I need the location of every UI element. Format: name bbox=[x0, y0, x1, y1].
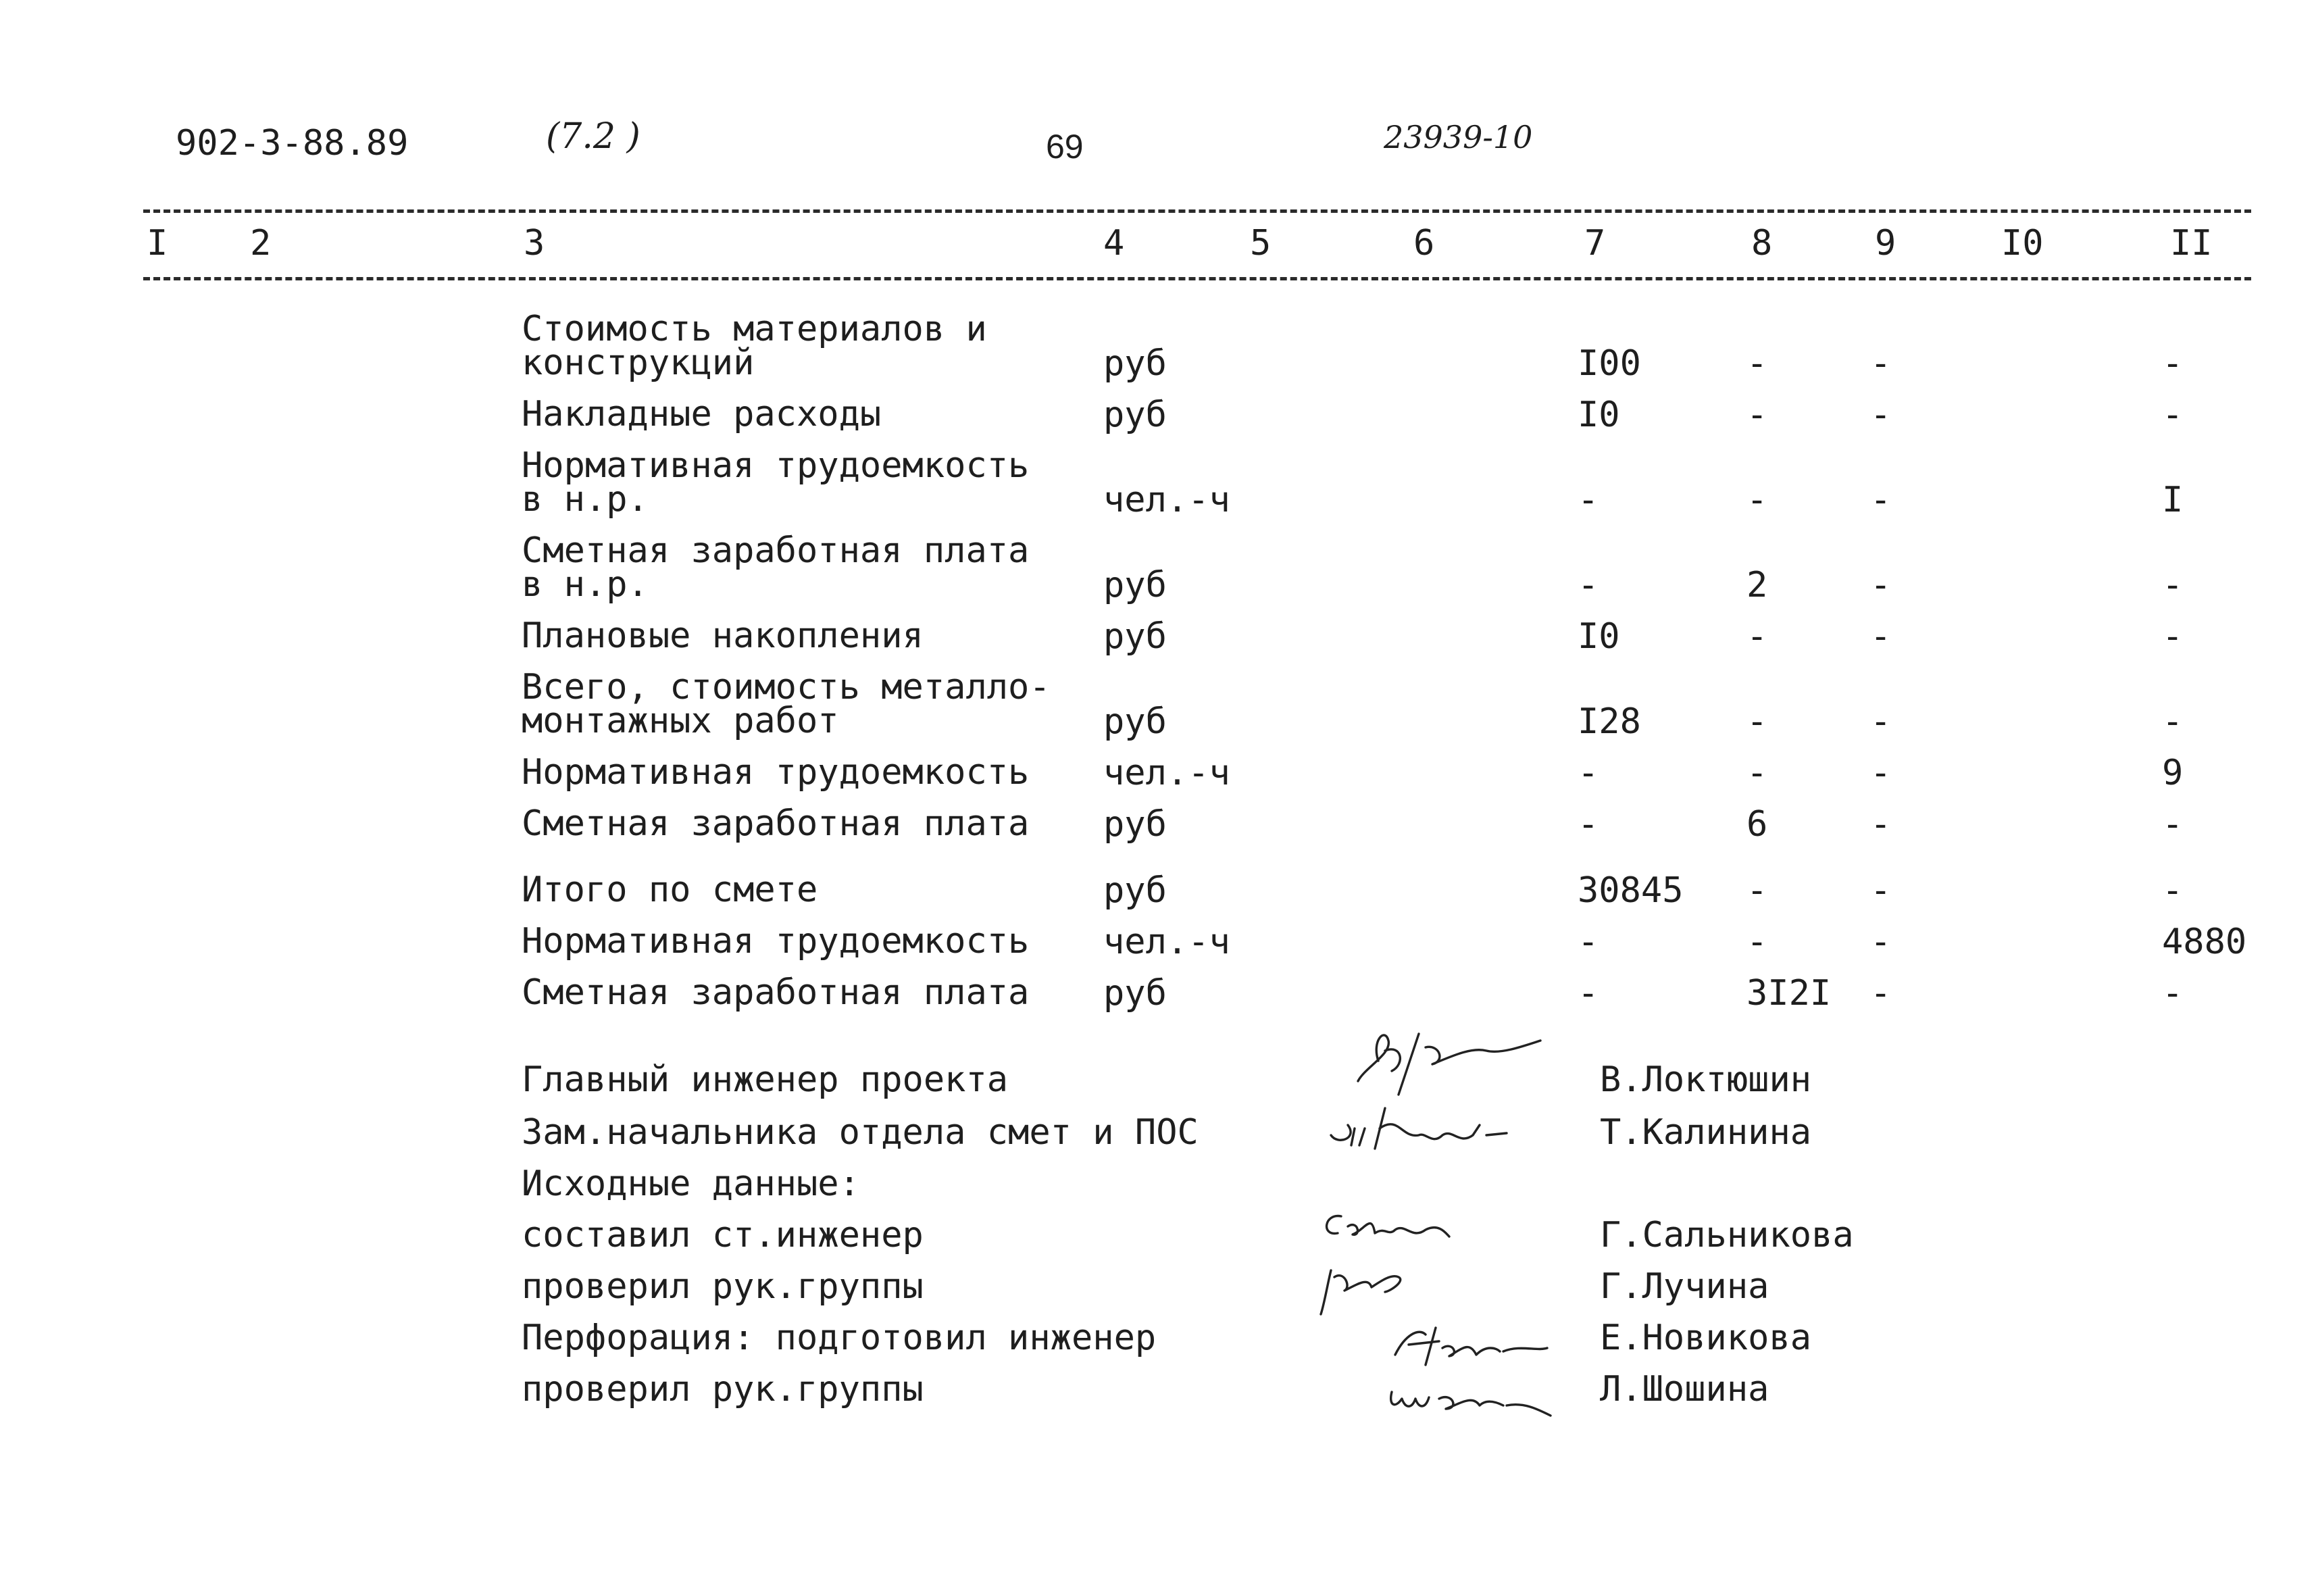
column-header: 9 bbox=[1875, 223, 1896, 264]
column-header: 3 bbox=[524, 223, 545, 264]
row-description: Нормативная трудоемкость в н.р. bbox=[522, 445, 1030, 520]
column-header: 7 bbox=[1584, 223, 1606, 264]
row-value-col8: 3I2I bbox=[1746, 973, 1832, 1014]
row-description: Всего, стоимость металло- монтажных работ bbox=[522, 667, 1051, 741]
row-value-col9: - bbox=[1870, 922, 1892, 962]
row-unit: чел.-ч bbox=[1103, 480, 1230, 520]
row-unit: руб bbox=[1103, 804, 1167, 845]
row-value-col8: - bbox=[1746, 922, 1768, 962]
signature-role: проверил рук.группы bbox=[522, 1369, 924, 1410]
row-value-col9: - bbox=[1870, 753, 1892, 793]
row-value-col11: - bbox=[2162, 804, 2184, 845]
row-value-col9: - bbox=[1870, 804, 1892, 845]
row-value-col7: - bbox=[1578, 565, 1599, 605]
row-description: Сметная заработная плата bbox=[522, 803, 1030, 844]
row-value-col8: - bbox=[1746, 616, 1768, 657]
row-unit: руб bbox=[1103, 616, 1167, 657]
row-description: Итого по смете bbox=[522, 870, 818, 910]
row-unit: руб bbox=[1103, 870, 1167, 911]
handwritten-signature bbox=[1317, 1098, 1534, 1165]
row-value-col11: - bbox=[2162, 870, 2184, 911]
row-value-col11: - bbox=[2162, 701, 2184, 742]
row-value-col9: - bbox=[1870, 870, 1892, 911]
row-value-col8: - bbox=[1746, 870, 1768, 911]
column-header: 4 bbox=[1103, 223, 1125, 264]
row-value-col9: - bbox=[1870, 701, 1892, 742]
row-value-col11: 9 bbox=[2162, 753, 2184, 793]
row-value-col7: I00 bbox=[1578, 343, 1641, 384]
row-unit: руб bbox=[1103, 565, 1167, 605]
signature-name: Л.Шошина bbox=[1600, 1369, 1769, 1410]
row-unit: руб bbox=[1103, 973, 1167, 1014]
row-value-col7: I0 bbox=[1578, 395, 1620, 435]
column-header: I bbox=[147, 223, 168, 264]
row-value-col7: - bbox=[1578, 480, 1599, 520]
column-header: II bbox=[2170, 223, 2213, 264]
row-value-col9: - bbox=[1870, 565, 1892, 605]
row-value-col11: - bbox=[2162, 565, 2184, 605]
row-value-col8: 6 bbox=[1746, 804, 1768, 845]
handwritten-signature bbox=[1378, 1365, 1561, 1432]
row-value-col9: - bbox=[1870, 480, 1892, 520]
row-value-col11: - bbox=[2162, 343, 2184, 384]
row-value-col9: - bbox=[1870, 343, 1892, 384]
row-value-col7: - bbox=[1578, 922, 1599, 962]
row-value-col9: - bbox=[1870, 616, 1892, 657]
document-code: 902-3-88.89 bbox=[176, 123, 409, 164]
row-description: Сметная заработная плата bbox=[522, 972, 1030, 1013]
signature-name: В.Локтюшин bbox=[1600, 1059, 1812, 1100]
column-header: I0 bbox=[2001, 223, 2044, 264]
signature-name: Т.Калинина bbox=[1600, 1112, 1812, 1153]
row-description: Нормативная трудоемкость bbox=[522, 752, 1030, 793]
document-number: 23939-10 bbox=[1384, 119, 1533, 155]
column-header: 6 bbox=[1413, 223, 1435, 264]
row-value-col8: 2 bbox=[1746, 565, 1768, 605]
signature-section-label: Исходные данные: bbox=[522, 1164, 860, 1204]
signature-role: Перфорация: подготовил инженер bbox=[522, 1318, 1157, 1358]
row-unit: руб bbox=[1103, 701, 1167, 742]
table-top-rule bbox=[143, 209, 2251, 213]
row-value-col7: - bbox=[1578, 753, 1599, 793]
column-header: 2 bbox=[250, 223, 272, 264]
signature-role: Зам.начальника отдела смет и ПОС bbox=[522, 1112, 1199, 1153]
row-unit: чел.-ч bbox=[1103, 922, 1230, 962]
row-value-col8: - bbox=[1746, 701, 1768, 742]
row-value-col8: - bbox=[1746, 343, 1768, 384]
signature-name: Г.Лучина bbox=[1600, 1266, 1769, 1307]
row-value-col11: I bbox=[2162, 480, 2184, 520]
signature-name: Г.Сальникова bbox=[1600, 1215, 1854, 1255]
row-description: Нормативная трудоемкость bbox=[522, 921, 1030, 962]
row-value-col7: - bbox=[1578, 973, 1599, 1014]
row-unit: руб bbox=[1103, 395, 1167, 435]
row-description: Стоимость материалов и конструкций bbox=[522, 309, 987, 383]
row-value-col8: - bbox=[1746, 753, 1768, 793]
row-value-col8: - bbox=[1746, 395, 1768, 435]
row-value-col7: 30845 bbox=[1578, 870, 1684, 911]
row-value-col7: I28 bbox=[1578, 701, 1641, 742]
signature-role: Главный инженер проекта bbox=[522, 1059, 1009, 1100]
row-value-col8: - bbox=[1746, 480, 1768, 520]
section-number: (7.2 ) bbox=[546, 116, 640, 157]
row-unit: чел.-ч bbox=[1103, 753, 1230, 793]
row-description: Накладные расходы bbox=[522, 394, 882, 434]
signature-name: Е.Новикова bbox=[1600, 1318, 1812, 1358]
row-unit: руб bbox=[1103, 343, 1167, 384]
signature-role: проверил рук.группы bbox=[522, 1266, 924, 1307]
row-value-col9: - bbox=[1870, 395, 1892, 435]
table-header-rule bbox=[143, 277, 2251, 280]
row-value-col9: - bbox=[1870, 973, 1892, 1014]
row-value-col7: I0 bbox=[1578, 616, 1620, 657]
row-description: Сметная заработная плата в н.р. bbox=[522, 530, 1030, 605]
handwritten-signature bbox=[1338, 1014, 1554, 1107]
column-header: 5 bbox=[1250, 223, 1272, 264]
row-value-col7: - bbox=[1578, 804, 1599, 845]
page-number: 69 bbox=[1046, 128, 1084, 166]
row-description: Плановые накопления bbox=[522, 616, 924, 656]
row-value-col11: 4880 bbox=[2162, 922, 2247, 962]
column-header: 8 bbox=[1751, 223, 1773, 264]
row-value-col11: - bbox=[2162, 973, 2184, 1014]
row-value-col11: - bbox=[2162, 395, 2184, 435]
row-value-col11: - bbox=[2162, 616, 2184, 657]
signature-role: составил ст.инженер bbox=[522, 1215, 924, 1255]
